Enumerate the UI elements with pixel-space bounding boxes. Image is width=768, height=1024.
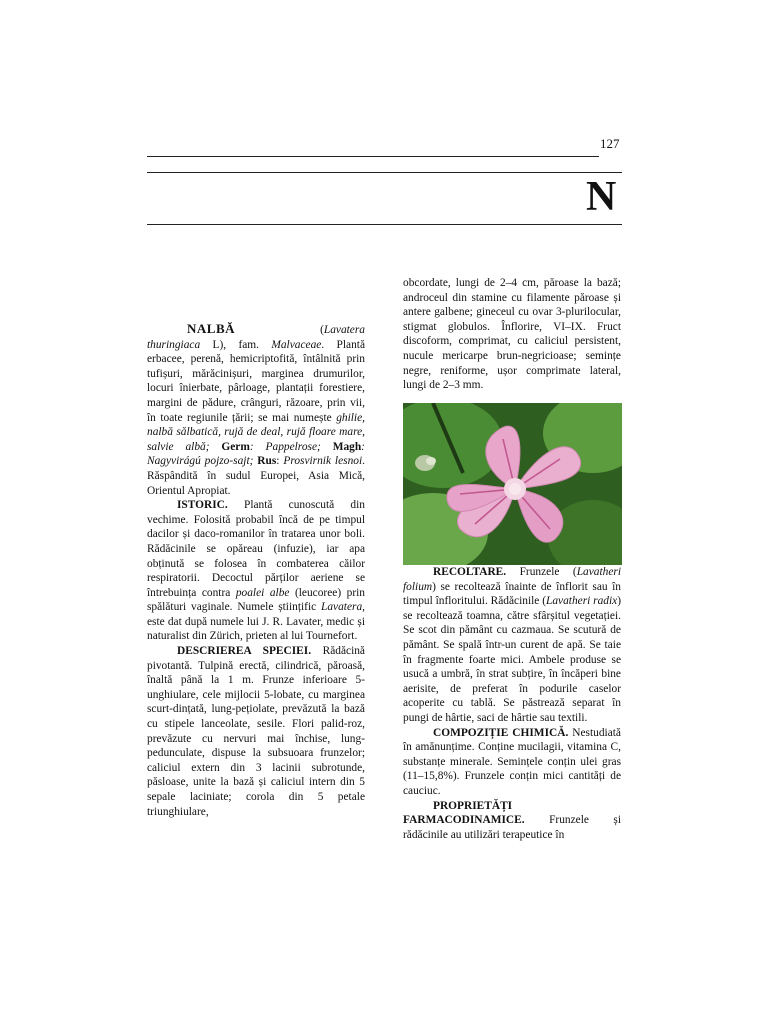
entry-title: NALBĂ [187, 321, 236, 336]
rus-sep: : [276, 455, 284, 468]
entry-paragraph [147, 322, 365, 498]
recoltare-italic-a: Lavatheri folium [403, 566, 621, 593]
recoltare-paragraph [403, 565, 621, 726]
magh-name: : Nagyvirágú pojzo-sajt; [147, 440, 365, 468]
distribution-text: . Răspândită în sudul Europei, Asia Mică, Orientul Apropiat. [147, 455, 365, 497]
istoric-italic-b: Lavatera, [321, 601, 365, 614]
descrierea-paragraph [147, 644, 365, 819]
compozitie-label: COMPOZIȚIE CHIMICĂ. [433, 726, 569, 739]
family-name: Malvaceae [271, 338, 322, 351]
istoric-text-c: este dat după numele lui J. R. Lavater, medic și naturalist din Zürich, prieten al lui Tournefort. [147, 615, 365, 643]
istoric-text-a: Plantă cunoscută din vechime. Folosită probabil încă de pe timpul dacilor și daco-romanilor în tratarea unor boli. Rădăcinile se opăreau (infuzie), iar apa obținută se folosea în combaterea căilor respiratorii. Decoctul părților aeriene se întrebuința contra [147, 499, 365, 599]
latin-rest: L), fam. [200, 338, 272, 351]
right-column-bottom [403, 565, 621, 842]
recoltare-label: RECOLTARE. [433, 566, 507, 578]
germ-name: : Pappelrose; [249, 440, 321, 453]
istoric-text-b: (leucoree) prin spălături vaginale. Numele științific [147, 586, 365, 614]
descrierea-label: DESCRIEREA SPECIEI. [177, 645, 312, 658]
latin-name: Lavatera thuringiaca [147, 324, 365, 351]
germ-label: Germ [221, 440, 250, 453]
istoric-italic-a: poalei albe [235, 586, 290, 599]
compozitie-text: Nestudiată în amănunțime. Conține mucilagii, vitamina C, substanțe minerale. Semințele conțin ulei gras (11–15,8%). Frunzele conțin mici cantități de cauciuc. [403, 726, 621, 797]
istoric-label: ISTORIC. [177, 499, 228, 512]
proprietati-text: Frunzele și rădăcinile au utilizări terapeutice în [403, 814, 621, 841]
recoltare-italic-b: Lavatheri radix [546, 595, 618, 608]
rus-label: Rus [257, 455, 277, 468]
recoltare-text-b: ) se recoltează înainte de înflorit sau în timpul înfloritului. Rădăcinile ( [403, 580, 621, 608]
proprietati-label: PROPRIETĂȚI FARMACODINAMICE. [403, 799, 525, 827]
compozitie-paragraph [403, 726, 621, 799]
recoltare-text-a: Frunzele ( [506, 566, 577, 578]
common-names: ghilie, nalbă sălbatică, rujă de deal, rujă floare mare, salvie albă; [147, 411, 365, 453]
header-rule-short [147, 156, 599, 157]
continuation-paragraph: obcordate, lungi de 2–4 cm, păroase la bază; androceul din stamine cu filamente păroase și antere galbene; gineceul cu ovar 3-plurilocular, stigmat globulos. Înflorire, VI–IX. Fruct discoform, comprimat, cu caliciul persistent, nucule mericarpe brun-negricioase; semințe negre, reniforme, ușor comprimate lateral, lungi de 2–3 mm. [403, 277, 621, 392]
magh-label: Magh [332, 440, 362, 453]
recoltare-text-c: ) se recoltează toamna, către sfârșitul vegetației. Se scot din pământ cu cazmaua. Se scutură de pământ. Se spală într-un curent de apă. Se taie în fragmente foarte mici. Ambele produse se usucă a umbră, în strat subțire, în încăperi bine aerisite, de preferat în podurile caselor acoperite cu tablă. Se păstrează separat în pungi de hârtie, saci de hârtie sau textili. [403, 595, 622, 724]
rus-name: Prosvirnik lesnoi [283, 455, 363, 468]
istoric-paragraph [147, 498, 365, 644]
right-column-top [403, 276, 621, 393]
descrierea-text: Rădăcină pivotantă. Tulpină erectă, cilindrică, păroasă, înaltă până la 1 m. Frunze inferioare 5-unghiulare, cele mijlocii 5-lobate, cu marginea scurt-dințată, lung-pețiolate, prevăzută la bază cu stipele lanceolate, sesile. Flori palid-roz, prevăzute cu nervuri mai închise, lung-pedunculate, dispuse la subsuoara frunzelor; caliciul extern din 3 lacinii subrotunde, păsloase, unite la bază și caliciul intern din 5 sepale laciniate; corola din 5 petale triunghiulare, [147, 645, 365, 818]
page-number: 127 [600, 136, 620, 151]
flower-photo [403, 403, 622, 565]
latin-paren: ( [320, 324, 324, 336]
entry-intro: . Plantă erbacee, perenă, hemicriptofită, întâlnită prin tufișuri, mărăcinișuri, marginea drumurilor, locuri înierbate, pârloage, plantații forestiere, margini de pădure, crânguri, răzoare, prin vii, în toate regiunile țării; se mai numește [147, 338, 365, 424]
mallow-flower-illustration [403, 403, 622, 565]
header-rule-lower [147, 224, 622, 225]
section-letter: N [586, 174, 617, 220]
proprietati-paragraph [403, 799, 621, 843]
left-column [147, 322, 365, 819]
header-rule-upper [147, 172, 622, 173]
